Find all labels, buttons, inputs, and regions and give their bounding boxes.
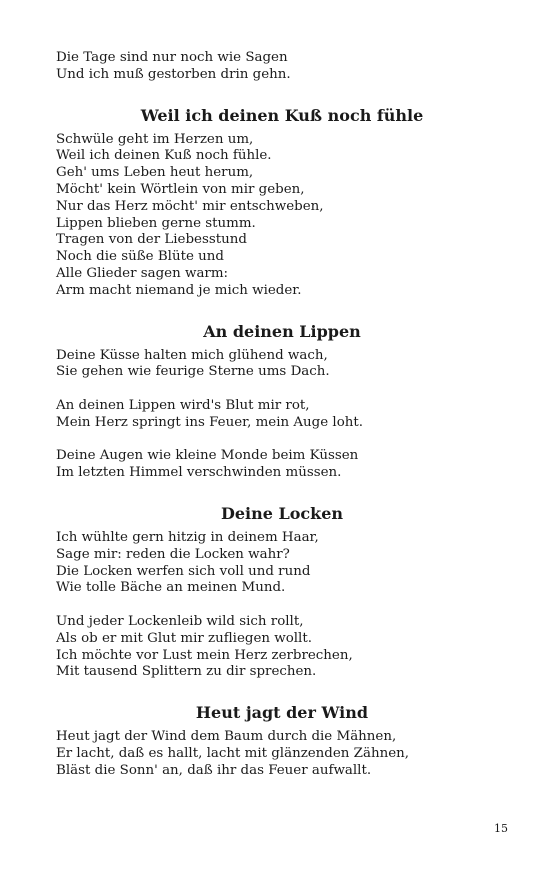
poem-line: Sie gehen wie feurige Sterne ums Dach. (56, 364, 330, 380)
stanza (56, 614, 516, 681)
stanza (56, 398, 516, 432)
poem-line: Ich möchte vor Lust mein Herz zerbrechen, (56, 647, 353, 663)
poem-line: Er lacht, daß es hallt, lacht mit glänzenden Zähnen, (56, 745, 410, 761)
poem-line: Tragen von der Liebesstund (56, 232, 247, 248)
stanza-gap (56, 432, 516, 449)
poem-line: Geh' ums Leben heut herum, (56, 165, 254, 181)
poem-line: Und jeder Lockenleib wild sich rollt, (56, 613, 304, 629)
page-body (56, 50, 516, 780)
poem-line: Wie tolle Bäche an meinen Mund. (56, 580, 286, 596)
stanza-gap (56, 597, 516, 614)
poem-line: Die Locken werfen sich voll und rund (56, 563, 311, 579)
poem-line: Die Tage sind nur noch wie Sagen (56, 50, 288, 65)
page-number: 15 (494, 822, 508, 835)
poem-line: Mein Herz springt ins Feuer, mein Auge loht. (56, 414, 364, 430)
poem-line: Heut jagt der Wind dem Baum durch die Mähnen, (56, 729, 397, 745)
poem-line: Ich wühlte gern hitzig in deinem Haar, (56, 529, 319, 545)
poem-line: Alle Glieder sagen warm: (56, 265, 229, 281)
poem-line: Arm macht niemand je mich wieder. (56, 282, 302, 298)
poem-title: Deine Locken (220, 503, 344, 523)
stanza-gap (56, 381, 516, 398)
stanza (56, 132, 516, 300)
poem-line: Im letzten Himmel verschwinden müssen. (56, 465, 342, 481)
stanza (56, 530, 516, 597)
poem-line: Mit tausend Splittern zu dir sprechen. (56, 664, 317, 680)
poem-line: Noch die süße Blüte und (56, 249, 224, 265)
poem-line: Weil ich deinen Kuß noch fühle. (56, 148, 272, 164)
poem-line: Bläst die Sonn' an, daß ihr das Feuer aufwallt. (56, 762, 372, 778)
continued-stanza (56, 50, 516, 84)
poem-line: Möcht' kein Wörtlein von mir geben, (56, 181, 305, 197)
poem-line: Als ob er mit Glut mir zufliegen wollt. (56, 630, 312, 646)
poem-line: Sage mir: reden die Locken wahr? (56, 546, 290, 562)
poem-title: Weil ich deinen Kuß noch fühle (140, 105, 424, 125)
stanza (56, 448, 516, 482)
poem-line: Deine Küsse halten mich glühend wach, (56, 347, 328, 363)
poem-line: Und ich muß gestorben drin gehn. (56, 66, 291, 82)
stanza (56, 729, 516, 779)
poem-title: Heut jagt der Wind (195, 703, 369, 723)
poem-line: Nur das Herz möcht' mir entschweben, (56, 198, 324, 214)
poem-title: An deinen Lippen (203, 321, 361, 341)
poem-line: Lippen blieben gerne stumm. (56, 215, 256, 231)
poem-line: An deinen Lippen wird's Blut mir rot, (56, 397, 310, 413)
poem-line: Schwüle geht im Herzen um, (56, 131, 254, 147)
stanza (56, 348, 516, 382)
poem-line: Deine Augen wie kleine Monde beim Küssen (56, 448, 359, 464)
